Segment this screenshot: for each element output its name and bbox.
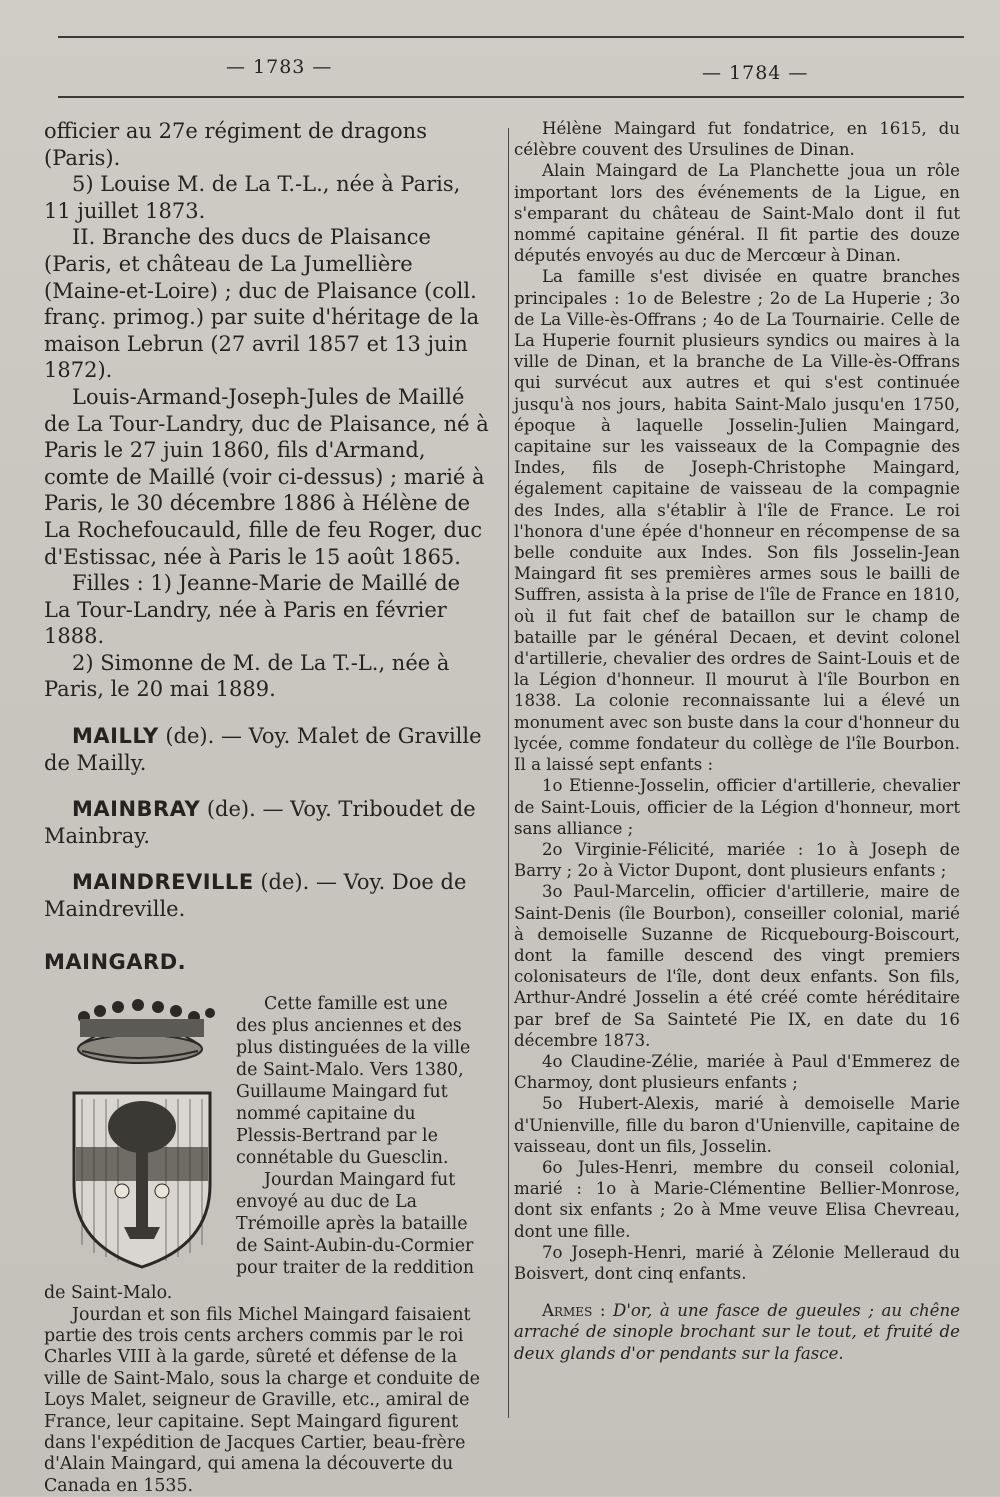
paragraph: 5) Louise M. de La T.-L., née à Paris, 11 juillet 1873.	[44, 172, 461, 223]
paragraph: 4o Claudine-Zélie, mariée à Paul d'Emmerez de Charmoy, dont plusieurs enfants ;	[514, 1051, 960, 1093]
header-rule	[58, 96, 964, 98]
top-rule	[58, 36, 964, 38]
paragraph: officier au 27e régiment de dragons (Paris).	[44, 119, 427, 170]
arms-text: D'or, à une fasce de gueules ; au chêne arraché de sinople brochant sur le tout, et fruité de deux glands d'or pendants sur la fasce.	[514, 1301, 960, 1363]
entry-maindreville: MAINDREVILLE (de). — Voy. Doe de Maindreville.	[44, 870, 467, 922]
paragraph: 3o Paul-Marcelin, officier d'artillerie, maire de Saint-Denis (île Bourbon), conseiller colonial, marié à demoiselle Suzanne de Ricquebourg-Boiscourt, dont la famille descend des vingt premiers colonisateurs de l'île, dont deux enfants. Son fils, Arthur-André Josselin a été créé comte héréditaire par bref de Sa Sainteté Pie IX, en date du 16 décembre 1873.	[514, 882, 960, 1050]
paragraph: 7o Joseph-Henri, marié à Zélonie Melleraud du Boisvert, dont cinq enfants.	[514, 1242, 960, 1283]
arms-paragraph	[514, 1300, 960, 1364]
maingard-continued	[44, 1283, 492, 1497]
paragraph: de Saint-Malo.	[44, 1283, 173, 1304]
paragraph: Jourdan Maingard fut envoyé au duc de La Trémoille après la bataille de Saint-Aubin-du-Cormier pour traiter de la reddition	[236, 1170, 475, 1279]
left-column	[44, 118, 492, 1497]
page-number-right: — 1784 —	[702, 62, 809, 84]
column-divider	[508, 128, 509, 1418]
arms-label: Armes :	[542, 1301, 614, 1321]
crest-text	[236, 993, 480, 1279]
paragraph: Hélène Maingard fut fondatrice, en 1615, du célèbre couvent des Ursulines de Dinan.	[514, 119, 960, 160]
paragraph: 5o Hubert-Alexis, marié à demoiselle Marie d'Unienville, fille du baron d'Unienville, capitaine de vaisseau, dont un fils, Josselin.	[514, 1094, 960, 1156]
coat-of-arms-icon	[62, 995, 230, 1273]
crest-block	[44, 989, 492, 1283]
paragraph: Jourdan et son fils Michel Maingard faisaient partie des trois cents archers commis par le roi Charles VIII à la garde, sûreté et défense de la ville de Saint-Malo, sous la charge et conduite de Loys Malet, seigneur de Graville, etc., amiral de France, leur capitaine. Sept Maingard figurent dans l'expédition de Jacques Cartier, beau-frère d'Alain Maingard, qui amena la découverte du Canada en 1535.	[44, 1304, 480, 1496]
paragraph: 6o Jules-Henri, membre du conseil colonial, marié : 1o à Marie-Clémentine Bellier-Monrose, dont six enfants ; 2o à Mme veuve Elisa Chevreau, dont une fille.	[514, 1157, 960, 1241]
entry-mainbray: MAINBRAY (de). — Voy. Triboudet de Mainbray.	[44, 797, 476, 848]
paragraph: Filles : 1) Jeanne-Marie de Maillé de La Tour-Landry, née à Paris en février 1888.	[44, 571, 461, 649]
paragraph: 2o Virginie-Félicité, mariée : 1o à Joseph de Barry ; 2o à Victor Dupont, dont plusieurs enfants ;	[514, 839, 960, 881]
paragraph: Alain Maingard de La Planchette joua un rôle important lors des événements de la Ligue, en s'emparant du château de Saint-Malo dont il fut nommé capitaine général. Il fit partie des douze députés envoyés au duc de Mercœur à Dinan.	[514, 161, 960, 266]
paragraph: Louis-Armand-Joseph-Jules de Maillé de La Tour-Landry, duc de Plaisance, né à Paris le 27 juin 1860, fils d'Armand, comte de Maillé (voir ci-dessus) ; marié à Paris, le 30 décembre 1886 à Hélène de La Rochefoucauld, fille de feu Roger, duc d'Estissac, née à Paris le 15 août 1865.	[44, 384, 489, 569]
paragraph: II. Branche des ducs de Plaisance (Paris, et château de La Jumellière (Maine-et-Loire) ; duc de Plaisance (coll. franç. primog.) par suite d'héritage de la maison Lebrun (27 avril 1857 et 13 juin 1872).	[44, 225, 480, 383]
paragraph: 1o Etienne-Josselin, officier d'artillerie, chevalier de Saint-Louis, officier de la Légion d'honneur, mort sans alliance ;	[514, 776, 960, 838]
right-column	[514, 118, 960, 1364]
entry-maingard-heading: MAINGARD.	[44, 949, 187, 974]
entry-mailly: MAILLY (de). — Voy. Malet de Graville de Mailly.	[44, 724, 482, 775]
paragraph: 2) Simonne de M. de La T.-L., née à Paris, le 20 mai 1889.	[44, 650, 450, 702]
page-number-left: — 1783 —	[226, 56, 333, 78]
paragraph: Cette famille est une des plus anciennes et des plus distinguées de la ville de Saint-Malo. Vers 1380, Guillaume Maingard fut nommé capitaine du Plessis-Bertrand par le connétable du Guesclin.	[236, 994, 471, 1169]
paragraph: La famille s'est divisée en quatre branches principales : 1o de Belestre ; 2o de La Huperie ; 3o de La Ville-ès-Offrans ; 4o de La Tournairie. Celle de La Huperie fournit plusieurs syndics ou maires à la ville de Dinan, et la branche de La Ville-ès-Offrans qui survécut aux autres et qui s'est continuée jusqu'à nos jours, habita Saint-Malo jusqu'en 1750, époque à laquelle Josselin-Julien Maingard, capitaine sur les vaisseaux de la Compagnie des Indes, fils de Joseph-Christophe Maingard, également capitaine de vaisseau de la compagnie des Indes, alla s'établir à l'île de France. Le roi l'honora d'une épée d'honneur en récompense de sa belle conduite aux Indes. Son fils Josselin-Jean Maingard fit ses premières armes sous le bailli de Suffren, assista à la prise de l'île de France en 1810, où il fut fait chef de bataillon sur le champ de bataille par le général Decaen, et devint colonel d'artillerie, chevalier des ordres de Saint-Louis et de la Légion d'honneur. Il mourut à l'île Bourbon en 1838. La colonie reconnaissante lui a élevé un monument avec son buste dans la cour d'honneur du lycée, comme fondateur du collège de l'île Bourbon. Il a laissé sept enfants :	[514, 267, 960, 775]
